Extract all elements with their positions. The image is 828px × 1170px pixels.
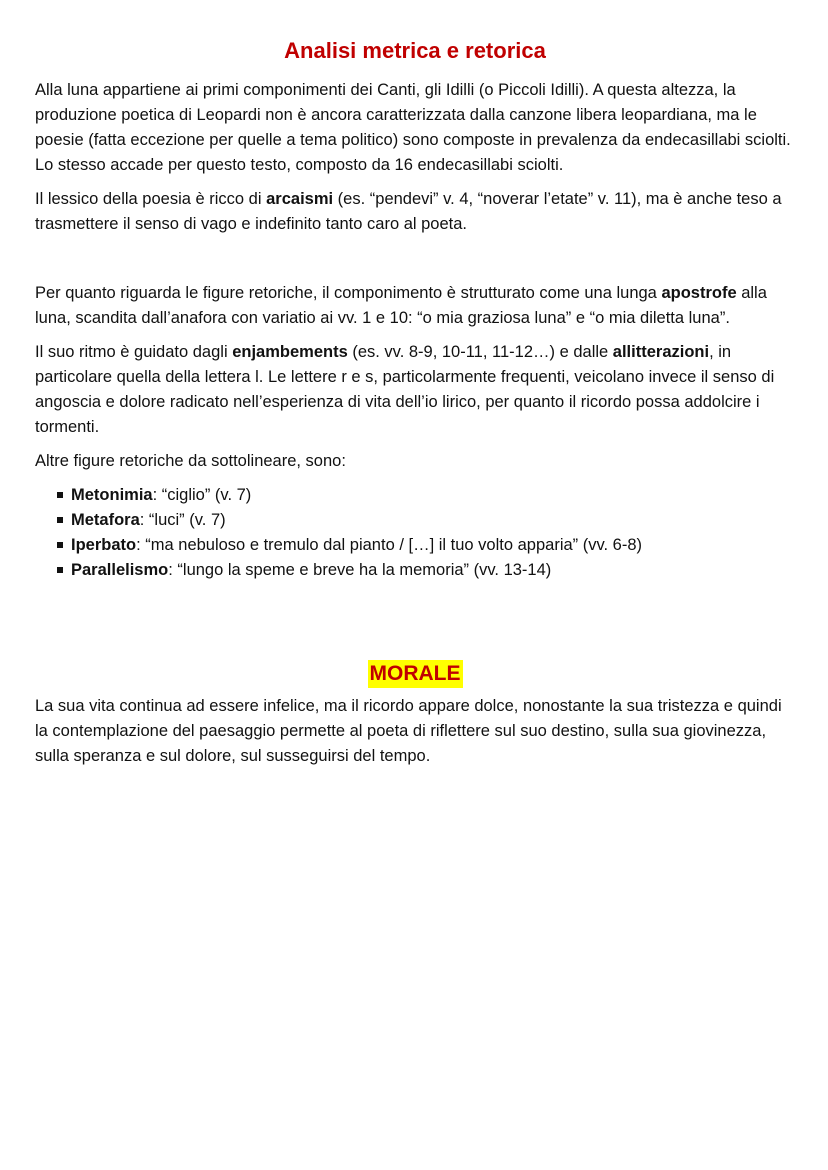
ritmo-text-1: Il suo ritmo è guidato dagli [35,343,233,361]
list-item-term: Parallelismo [71,561,169,579]
figure-text-after: alla luna, scandita dall’anafora con variatio ai vv. 1 e 10: “o mia graziosa luna” e “o mia diletta luna”. [35,284,767,327]
figure-bold-term: apostrofe [661,284,737,302]
list-item-text: : “lungo la speme e breve ha la memoria” (vv. 13-14) [168,561,552,579]
figure-paragraph [35,281,795,331]
list-item-term: Iperbato [71,536,137,554]
ritmo-text-3: , in particolare quella della lettera l. Le lettere r e s, particolarmente frequenti, veicolano invece il senso di angoscia e dolore radicato nell’esperienza di vita dell’io lirico, per quanto il ricordo possa addolcire i tormenti. [35,343,775,436]
list-item-text: : “ma nebuloso e tremulo dal pianto / […] il tuo volto apparia” (vv. 6-8) [136,536,643,554]
list-item [57,508,795,533]
list-item [57,558,795,583]
square-bullet-icon [57,517,63,523]
list-item-term: Metafora [71,511,140,529]
document-page [35,36,795,778]
figure-list [35,483,795,583]
altre-figure-intro: Altre figure retoriche da sottolineare, sono: [35,452,346,470]
square-bullet-icon [57,542,63,548]
list-item [57,483,795,508]
list-item-text: : “luci” (v. 7) [139,511,226,529]
morale-heading: MORALE [368,660,463,688]
ritmo-paragraph [35,340,795,440]
ritmo-bold-term-2: allitterazioni [612,343,710,361]
ritmo-text-2: (es. vv. 8-9, 10-11, 11-12…) e dalle [347,343,613,361]
lessico-text-before: Il lessico della poesia è ricco di [35,190,267,208]
square-bullet-icon [57,567,63,573]
list-item-term: Metonimia [71,486,153,504]
morale-paragraph: La sua vita continua ad essere infelice, ma il ricordo appare dolce, nonostante la sua tristezza e quindi la contemplazione del paesaggio permette al poeta di riflettere sul suo destino, sulla sua giovinezza, sulla speranza e sul dolore, sul susseguirsi del tempo. [35,697,782,765]
section-spacer [35,583,795,660]
ritmo-bold-term-1: enjambements [232,343,348,361]
list-item [57,533,795,558]
lessico-paragraph [35,187,795,237]
morale-heading-wrapper [35,660,795,688]
lessico-bold-term: arcaismi [266,190,334,208]
page-title: Analisi metrica e retorica [284,38,546,63]
square-bullet-icon [57,492,63,498]
section-spacer [35,246,795,281]
list-item-text: : “ciglio” (v. 7) [152,486,252,504]
figure-text-before: Per quanto riguarda le figure retoriche, il componimento è strutturato come una lunga [35,284,662,302]
intro-paragraph: Alla luna appartiene ai primi componimenti dei Canti, gli Idilli (o Piccoli Idilli). A questa altezza, la produzione poetica di Leopardi non è ancora caratterizzata dalla canzone libera leopardiana, ma le poesie (fatta eccezione per quelle a tema politico) sono composte in prevalenza da endecasillabi sciolti. Lo stesso accade per questo testo, composto da 16 endecasillabi sciolti. [35,81,791,174]
lessico-text-after: (es. “pendevi” v. 4, “noverar l’etate” v. 11), ma è anche teso a trasmettere il senso di vago e indefinito tanto caro al poeta. [35,190,782,233]
